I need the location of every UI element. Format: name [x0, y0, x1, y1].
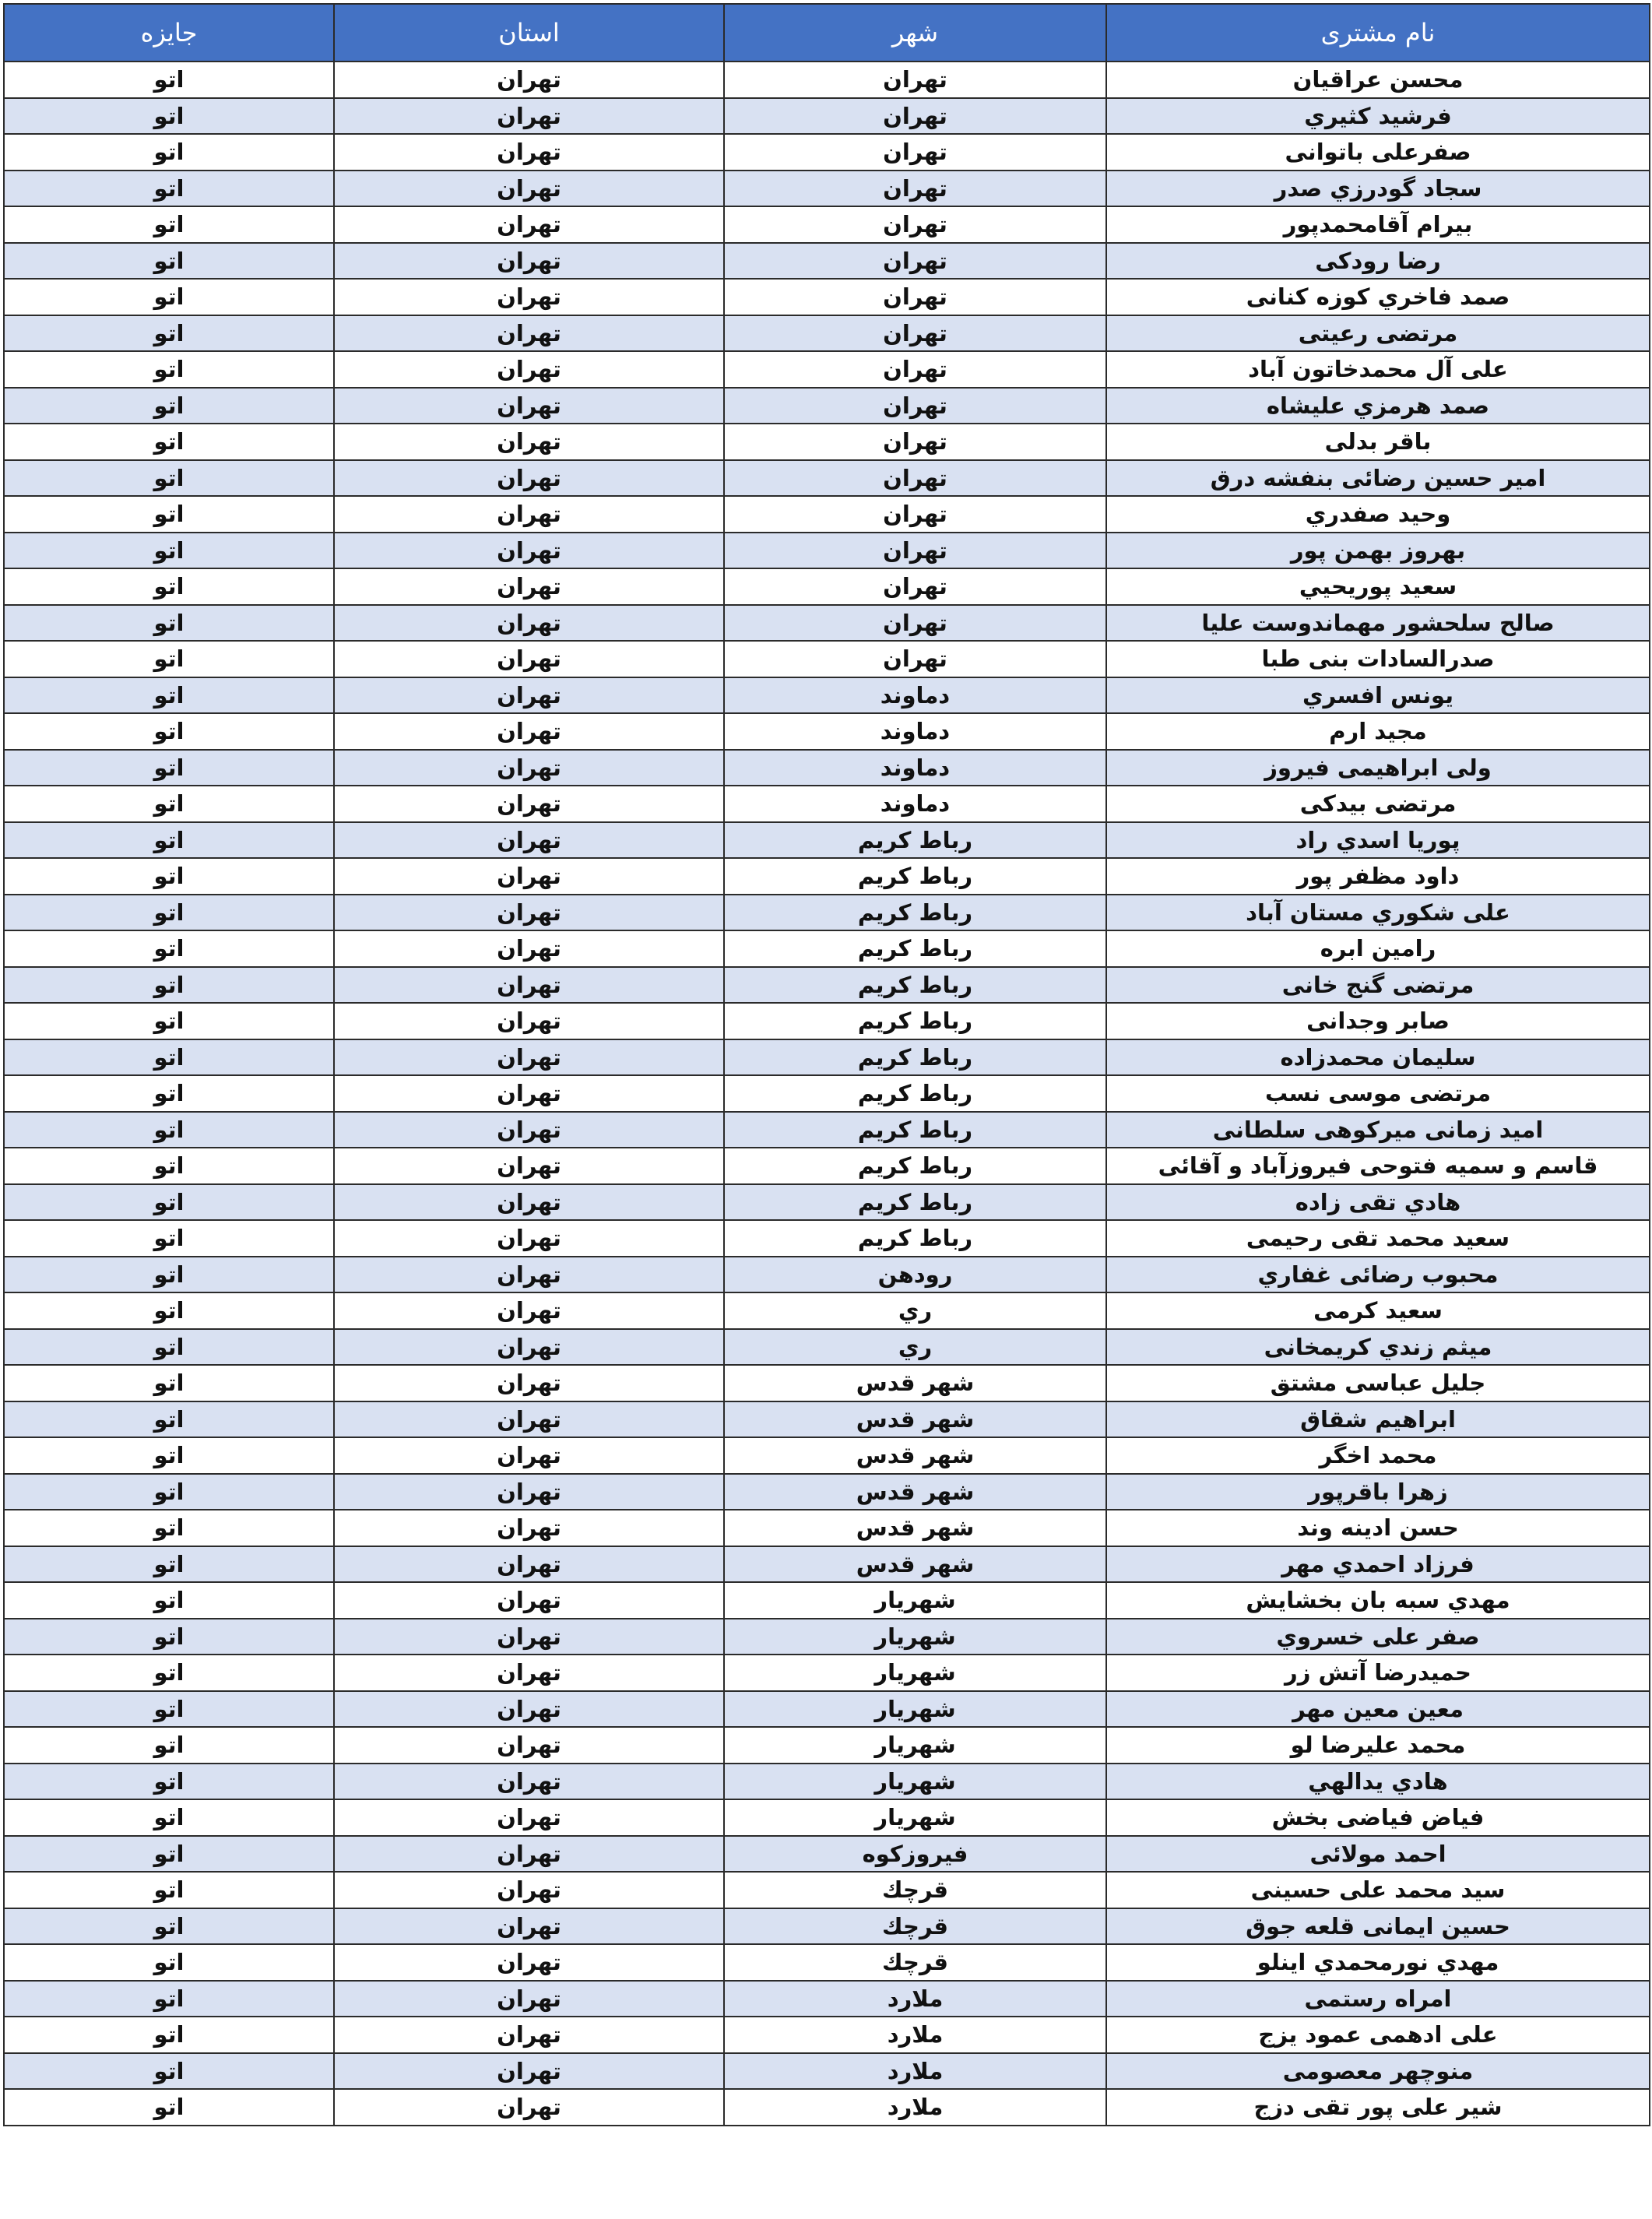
table-row	[4, 1691, 1650, 1728]
cell-city[interactable]: شهريار	[724, 1691, 1106, 1728]
cell-province[interactable]: تهران	[334, 1546, 724, 1583]
cell-city[interactable]: تهران	[724, 171, 1106, 207]
cell-province[interactable]: تهران	[334, 2053, 724, 2090]
cell-prize[interactable]: اتو	[4, 460, 334, 497]
table-row	[4, 315, 1650, 352]
cell-province[interactable]: تهران	[334, 641, 724, 677]
cell-prize[interactable]: اتو	[4, 2017, 334, 2053]
cell-city[interactable]: شهر قدس	[724, 1474, 1106, 1510]
column-header-province[interactable]: استان	[334, 4, 724, 62]
cell-province[interactable]: تهران	[334, 1220, 724, 1257]
table-row	[4, 1257, 1650, 1293]
cell-province[interactable]: تهران	[334, 315, 724, 352]
cell-customer-name[interactable]: سعید محمد تقی رحیمی	[1106, 1220, 1650, 1257]
cell-customer-name[interactable]: مرتضی رعیتی	[1106, 315, 1650, 352]
cell-province[interactable]: تهران	[334, 895, 724, 931]
cell-prize[interactable]: اتو	[4, 568, 334, 605]
cell-province[interactable]: تهران	[334, 388, 724, 424]
cell-city[interactable]: تهران	[724, 605, 1106, 642]
cell-city[interactable]: تهران	[724, 388, 1106, 424]
table-row	[4, 1329, 1650, 1366]
table-row	[4, 568, 1650, 605]
cell-customer-name[interactable]: شير علی پور تقی دزج	[1106, 2089, 1650, 2126]
cell-province[interactable]: تهران	[334, 1908, 724, 1945]
cell-customer-name[interactable]: صمد هرمزي عليشاه	[1106, 388, 1650, 424]
cell-city[interactable]: شهريار	[724, 1764, 1106, 1800]
cell-prize[interactable]: اتو	[4, 1329, 334, 1366]
cell-city[interactable]: رباط کریم	[724, 1148, 1106, 1184]
cell-city[interactable]: شهر قدس	[724, 1546, 1106, 1583]
cell-city[interactable]: رباط کریم	[724, 1003, 1106, 1039]
cell-prize[interactable]: اتو	[4, 1003, 334, 1039]
cell-city[interactable]: شهريار	[724, 1799, 1106, 1836]
cell-city[interactable]: تهران	[724, 568, 1106, 605]
cell-city[interactable]: تهران	[724, 351, 1106, 388]
cell-customer-name[interactable]: سيد محمد علی حسينی	[1106, 1872, 1650, 1908]
cell-city[interactable]: تهران	[724, 206, 1106, 243]
table-row	[4, 1872, 1650, 1908]
cell-customer-name[interactable]: صدرالسادات بنی طبا	[1106, 641, 1650, 677]
cell-customer-name[interactable]: داود مظفر پور	[1106, 858, 1650, 895]
table-row	[4, 1764, 1650, 1800]
cell-province[interactable]: تهران	[334, 786, 724, 822]
table-row	[4, 1292, 1650, 1329]
cell-province[interactable]: تهران	[334, 605, 724, 642]
cell-province[interactable]: تهران	[334, 750, 724, 786]
cell-customer-name[interactable]: احمد مولائی	[1106, 1836, 1650, 1873]
cell-customer-name[interactable]: بيرام آقامحمدپور	[1106, 206, 1650, 243]
column-header-name[interactable]: نام مشتری	[1106, 4, 1650, 62]
cell-customer-name[interactable]: حسن ادينه وند	[1106, 1510, 1650, 1546]
cell-province[interactable]: تهران	[334, 1655, 724, 1691]
cell-prize[interactable]: اتو	[4, 2053, 334, 2090]
table-row	[4, 496, 1650, 533]
cell-city[interactable]: شهر قدس	[724, 1437, 1106, 1474]
cell-customer-name[interactable]: سجاد گودرزي صدر	[1106, 171, 1650, 207]
table-row	[4, 1546, 1650, 1583]
cell-city[interactable]: تهران	[724, 62, 1106, 98]
cell-customer-name[interactable]: حسين ايمانی قلعه جوق	[1106, 1908, 1650, 1945]
table-row	[4, 605, 1650, 642]
cell-city[interactable]: تهران	[724, 279, 1106, 315]
cell-province[interactable]: تهران	[334, 1764, 724, 1800]
table-row	[4, 1112, 1650, 1148]
cell-customer-name[interactable]: سعيد كرمی	[1106, 1292, 1650, 1329]
cell-province[interactable]: تهران	[334, 1112, 724, 1148]
cell-prize[interactable]: اتو	[4, 533, 334, 569]
cell-prize[interactable]: اتو	[4, 388, 334, 424]
cell-customer-name[interactable]: محسن عراقيان	[1106, 62, 1650, 98]
cell-prize[interactable]: اتو	[4, 171, 334, 207]
cell-customer-name[interactable]: فرزاد احمدي مهر	[1106, 1546, 1650, 1583]
cell-prize[interactable]: اتو	[4, 1908, 334, 1945]
cell-prize[interactable]: اتو	[4, 1619, 334, 1655]
cell-city[interactable]: رباط کریم	[724, 1184, 1106, 1221]
cell-customer-name[interactable]: صفرعلی باتوانی	[1106, 134, 1650, 171]
cell-customer-name[interactable]: پوريا اسدي راد	[1106, 822, 1650, 859]
cell-customer-name[interactable]: محبوب رضائی غفاري	[1106, 1257, 1650, 1293]
cell-province[interactable]: تهران	[334, 677, 724, 714]
cell-city[interactable]: رباط کریم	[724, 858, 1106, 895]
cell-province[interactable]: تهران	[334, 279, 724, 315]
cell-prize[interactable]: اتو	[4, 134, 334, 171]
cell-prize[interactable]: اتو	[4, 786, 334, 822]
cell-city[interactable]: تهران	[724, 134, 1106, 171]
table-row	[4, 533, 1650, 569]
cell-city[interactable]: قرچك	[724, 1872, 1106, 1908]
cell-prize[interactable]: اتو	[4, 424, 334, 460]
table-row	[4, 2017, 1650, 2053]
cell-province[interactable]: تهران	[334, 1292, 724, 1329]
cell-province[interactable]: تهران	[334, 1365, 724, 1401]
cell-city[interactable]: شهر قدس	[724, 1401, 1106, 1438]
cell-city[interactable]: رباط کریم	[724, 967, 1106, 1004]
cell-city[interactable]: تهران	[724, 243, 1106, 280]
table-row	[4, 1799, 1650, 1836]
cell-customer-name[interactable]: منوچهر معصومی	[1106, 2053, 1650, 2090]
cell-customer-name[interactable]: صمد فاخري كوزه كنانی	[1106, 279, 1650, 315]
cell-prize[interactable]: اتو	[4, 1148, 334, 1184]
cell-city[interactable]: شهر قدس	[724, 1510, 1106, 1546]
table-row	[4, 279, 1650, 315]
cell-prize[interactable]: اتو	[4, 1292, 334, 1329]
table-row	[4, 677, 1650, 714]
cell-customer-name[interactable]: زهرا باقرپور	[1106, 1474, 1650, 1510]
cell-province[interactable]: تهران	[334, 1437, 724, 1474]
table-row	[4, 858, 1650, 895]
cell-prize[interactable]: اتو	[4, 62, 334, 98]
cell-customer-name[interactable]: هادي يدالهي	[1106, 1764, 1650, 1800]
table-row	[4, 1184, 1650, 1221]
column-header-city[interactable]: شهر	[724, 4, 1106, 62]
cell-customer-name[interactable]: علی شكوري مستان آباد	[1106, 895, 1650, 931]
table-row	[4, 460, 1650, 497]
cell-city[interactable]: رباط کریم	[724, 1039, 1106, 1076]
cell-province[interactable]: تهران	[334, 1184, 724, 1221]
cell-prize[interactable]: اتو	[4, 98, 334, 135]
cell-province[interactable]: تهران	[334, 1401, 724, 1438]
table-row	[4, 62, 1650, 98]
cell-prize[interactable]: اتو	[4, 1474, 334, 1510]
table-row	[4, 1510, 1650, 1546]
table-row	[4, 243, 1650, 280]
table-row	[4, 1727, 1650, 1764]
cell-prize[interactable]: اتو	[4, 496, 334, 533]
cell-prize[interactable]: اتو	[4, 1112, 334, 1148]
cell-province[interactable]: تهران	[334, 822, 724, 859]
cell-city[interactable]: ري	[724, 1329, 1106, 1366]
cell-city[interactable]: ملارد	[724, 2089, 1106, 2126]
cell-province[interactable]: تهران	[334, 1727, 724, 1764]
table-row	[4, 351, 1650, 388]
cell-customer-name[interactable]: معين معين مهر	[1106, 1691, 1650, 1728]
table-row	[4, 967, 1650, 1004]
cell-province[interactable]: تهران	[334, 1872, 724, 1908]
cell-city[interactable]: تهران	[724, 315, 1106, 352]
cell-province[interactable]: تهران	[334, 98, 724, 135]
cell-province[interactable]: تهران	[334, 568, 724, 605]
cell-province[interactable]: تهران	[334, 713, 724, 750]
cell-province[interactable]: تهران	[334, 1075, 724, 1112]
cell-prize[interactable]: اتو	[4, 858, 334, 895]
cell-customer-name[interactable]: امیر حسین رضائی بنفشه درق	[1106, 460, 1650, 497]
cell-prize[interactable]: اتو	[4, 2089, 334, 2126]
cell-province[interactable]: تهران	[334, 171, 724, 207]
cell-customer-name[interactable]: سعيد پوريحيي	[1106, 568, 1650, 605]
table-row	[4, 1003, 1650, 1039]
cell-province[interactable]: تهران	[334, 460, 724, 497]
cell-customer-name[interactable]: فرشيد كثيري	[1106, 98, 1650, 135]
cell-customer-name[interactable]: مهدي نورمحمدي اينلو	[1106, 1944, 1650, 1981]
cell-prize[interactable]: اتو	[4, 1872, 334, 1908]
cell-province[interactable]: تهران	[334, 2089, 724, 2126]
winners-table	[3, 3, 1650, 2126]
cell-city[interactable]: تهران	[724, 424, 1106, 460]
cell-prize[interactable]: اتو	[4, 1981, 334, 2017]
cell-customer-name[interactable]: رضا رودکی	[1106, 243, 1650, 280]
cell-customer-name[interactable]: محمد اخگر	[1106, 1437, 1650, 1474]
cell-customer-name[interactable]: صالح سلحشور مهماندوست عليا	[1106, 605, 1650, 642]
cell-prize[interactable]: اتو	[4, 1944, 334, 1981]
cell-city[interactable]: تهران	[724, 641, 1106, 677]
cell-prize[interactable]: اتو	[4, 1582, 334, 1619]
cell-province[interactable]: تهران	[334, 1944, 724, 1981]
table-row	[4, 171, 1650, 207]
cell-prize[interactable]: اتو	[4, 1836, 334, 1873]
cell-province[interactable]: تهران	[334, 134, 724, 171]
table-row	[4, 1836, 1650, 1873]
cell-prize[interactable]: اتو	[4, 1184, 334, 1221]
table-row	[4, 1075, 1650, 1112]
table-header	[4, 4, 1650, 62]
cell-prize[interactable]: اتو	[4, 930, 334, 967]
cell-prize[interactable]: اتو	[4, 1655, 334, 1691]
table-row	[4, 1908, 1650, 1945]
cell-customer-name[interactable]: امراه رستمی	[1106, 1981, 1650, 2017]
cell-prize[interactable]: اتو	[4, 750, 334, 786]
cell-prize[interactable]: اتو	[4, 822, 334, 859]
cell-province[interactable]: تهران	[334, 206, 724, 243]
cell-customer-name[interactable]: ولی ابراهيمی فيروز	[1106, 750, 1650, 786]
cell-prize[interactable]: اتو	[4, 351, 334, 388]
cell-city[interactable]: تهران	[724, 460, 1106, 497]
table-row	[4, 1582, 1650, 1619]
cell-prize[interactable]: اتو	[4, 895, 334, 931]
table-body	[4, 62, 1650, 2126]
table-row	[4, 822, 1650, 859]
cell-prize[interactable]: اتو	[4, 206, 334, 243]
cell-city[interactable]: رباط کریم	[724, 1112, 1106, 1148]
cell-prize[interactable]: اتو	[4, 1075, 334, 1112]
cell-customer-name[interactable]: مرتضی موسی نسب	[1106, 1075, 1650, 1112]
table-row	[4, 2089, 1650, 2126]
table-row	[4, 930, 1650, 967]
cell-province[interactable]: تهران	[334, 967, 724, 1004]
cell-city[interactable]: ري	[724, 1292, 1106, 1329]
cell-customer-name[interactable]: محمد عليرضا لو	[1106, 1727, 1650, 1764]
cell-prize[interactable]: اتو	[4, 1727, 334, 1764]
table-row	[4, 1655, 1650, 1691]
cell-customer-name[interactable]: بهروز بهمن پور	[1106, 533, 1650, 569]
cell-customer-name[interactable]: مرتضی بیدکی	[1106, 786, 1650, 822]
cell-prize[interactable]: اتو	[4, 1220, 334, 1257]
cell-prize[interactable]: اتو	[4, 1546, 334, 1583]
cell-city[interactable]: دماوند	[724, 713, 1106, 750]
cell-province[interactable]: تهران	[334, 1582, 724, 1619]
table-row	[4, 786, 1650, 822]
cell-prize[interactable]: اتو	[4, 243, 334, 280]
cell-customer-name[interactable]: حميدرضا آتش زر	[1106, 1655, 1650, 1691]
cell-city[interactable]: تهران	[724, 98, 1106, 135]
cell-customer-name[interactable]: اميد زمانی ميركوهی سلطانی	[1106, 1112, 1650, 1148]
table-row	[4, 1365, 1650, 1401]
cell-city[interactable]: رباط کریم	[724, 1220, 1106, 1257]
cell-province[interactable]: تهران	[334, 1981, 724, 2017]
table-row	[4, 2053, 1650, 2090]
cell-customer-name[interactable]: هادي تقی زاده	[1106, 1184, 1650, 1221]
table-row	[4, 98, 1650, 135]
cell-city[interactable]: فيروزكوه	[724, 1836, 1106, 1873]
table-row	[4, 1148, 1650, 1184]
cell-prize[interactable]: اتو	[4, 1365, 334, 1401]
cell-city[interactable]: رودهن	[724, 1257, 1106, 1293]
cell-city[interactable]: تهران	[724, 533, 1106, 569]
cell-prize[interactable]: اتو	[4, 677, 334, 714]
table-row	[4, 424, 1650, 460]
cell-customer-name[interactable]: وحيد صفدري	[1106, 496, 1650, 533]
cell-province[interactable]: تهران	[334, 1039, 724, 1076]
cell-prize[interactable]: اتو	[4, 315, 334, 352]
cell-prize[interactable]: اتو	[4, 1257, 334, 1293]
cell-city[interactable]: قرچك	[724, 1944, 1106, 1981]
cell-province[interactable]: تهران	[334, 1257, 724, 1293]
cell-province[interactable]: تهران	[334, 1619, 724, 1655]
cell-customer-name[interactable]: يونس افسري	[1106, 677, 1650, 714]
cell-city[interactable]: رباط کریم	[724, 1075, 1106, 1112]
cell-city[interactable]: رباط کریم	[724, 822, 1106, 859]
cell-city[interactable]: قرچك	[724, 1908, 1106, 1945]
cell-province[interactable]: تهران	[334, 496, 724, 533]
cell-city[interactable]: شهريار	[724, 1655, 1106, 1691]
table-row	[4, 641, 1650, 677]
table-row	[4, 1981, 1650, 2017]
cell-prize[interactable]: اتو	[4, 1691, 334, 1728]
column-header-prize[interactable]: جایزه	[4, 4, 334, 62]
cell-city[interactable]: شهريار	[724, 1582, 1106, 1619]
cell-customer-name[interactable]: صابر وجدانی	[1106, 1003, 1650, 1039]
table-row	[4, 206, 1650, 243]
cell-city[interactable]: شهر قدس	[724, 1365, 1106, 1401]
cell-prize[interactable]: اتو	[4, 713, 334, 750]
cell-customer-name[interactable]: فياض فياضی بخش	[1106, 1799, 1650, 1836]
cell-prize[interactable]: اتو	[4, 641, 334, 677]
table-row	[4, 1220, 1650, 1257]
cell-customer-name[interactable]: سليمان محمدزاده	[1106, 1039, 1650, 1076]
cell-customer-name[interactable]: قاسم و سمیه فتوحی فیروزآباد و آقائی	[1106, 1148, 1650, 1184]
cell-province[interactable]: تهران	[334, 858, 724, 895]
cell-province[interactable]: تهران	[334, 1836, 724, 1873]
table-row	[4, 1437, 1650, 1474]
cell-city[interactable]: رباط کریم	[724, 895, 1106, 931]
cell-customer-name[interactable]: رامين ابره	[1106, 930, 1650, 967]
cell-province[interactable]: تهران	[334, 424, 724, 460]
cell-customer-name[interactable]: علی آل محمدخاتون آباد	[1106, 351, 1650, 388]
cell-customer-name[interactable]: مرتضی گنج خانی	[1106, 967, 1650, 1004]
cell-prize[interactable]: اتو	[4, 279, 334, 315]
cell-prize[interactable]: اتو	[4, 967, 334, 1004]
table-row	[4, 713, 1650, 750]
cell-prize[interactable]: اتو	[4, 605, 334, 642]
cell-prize[interactable]: اتو	[4, 1039, 334, 1076]
cell-city[interactable]: دماوند	[724, 750, 1106, 786]
cell-customer-name[interactable]: ميثم زندي كريمخانی	[1106, 1329, 1650, 1366]
cell-customer-name[interactable]: مجيد ارم	[1106, 713, 1650, 750]
table-row	[4, 895, 1650, 931]
cell-customer-name[interactable]: علی ادهمی عمود يزج	[1106, 2017, 1650, 2053]
cell-city[interactable]: دماوند	[724, 786, 1106, 822]
cell-city[interactable]: ملارد	[724, 2017, 1106, 2053]
cell-city[interactable]: شهريار	[724, 1727, 1106, 1764]
table-row	[4, 134, 1650, 171]
cell-province[interactable]: تهران	[334, 533, 724, 569]
cell-province[interactable]: تهران	[334, 1329, 724, 1366]
cell-prize[interactable]: اتو	[4, 1401, 334, 1438]
cell-customer-name[interactable]: باقر بدلی	[1106, 424, 1650, 460]
cell-province[interactable]: تهران	[334, 351, 724, 388]
table-row	[4, 1401, 1650, 1438]
cell-city[interactable]: تهران	[724, 496, 1106, 533]
cell-province[interactable]: تهران	[334, 930, 724, 967]
cell-province[interactable]: تهران	[334, 1510, 724, 1546]
cell-city[interactable]: رباط کریم	[724, 930, 1106, 967]
cell-city[interactable]: ملارد	[724, 2053, 1106, 2090]
cell-customer-name[interactable]: جليل عباسی مشتق	[1106, 1365, 1650, 1401]
cell-province[interactable]: تهران	[334, 1148, 724, 1184]
cell-city[interactable]: شهريار	[724, 1619, 1106, 1655]
cell-prize[interactable]: اتو	[4, 1437, 334, 1474]
cell-prize[interactable]: اتو	[4, 1510, 334, 1546]
header-row	[4, 4, 1650, 62]
cell-customer-name[interactable]: ابراهيم شقاق	[1106, 1401, 1650, 1438]
cell-prize[interactable]: اتو	[4, 1799, 334, 1836]
cell-province[interactable]: تهران	[334, 1474, 724, 1510]
cell-province[interactable]: تهران	[334, 62, 724, 98]
cell-customer-name[interactable]: مهدي سبه بان بخشايش	[1106, 1582, 1650, 1619]
cell-customer-name[interactable]: صفر علی خسروي	[1106, 1619, 1650, 1655]
table-row	[4, 1619, 1650, 1655]
table-row	[4, 750, 1650, 786]
cell-city[interactable]: ملارد	[724, 1981, 1106, 2017]
cell-province[interactable]: تهران	[334, 1799, 724, 1836]
table-row	[4, 1039, 1650, 1076]
table-row	[4, 1474, 1650, 1510]
table-row	[4, 1944, 1650, 1981]
cell-prize[interactable]: اتو	[4, 1764, 334, 1800]
table-row	[4, 388, 1650, 424]
cell-province[interactable]: تهران	[334, 2017, 724, 2053]
cell-province[interactable]: تهران	[334, 243, 724, 280]
cell-province[interactable]: تهران	[334, 1691, 724, 1728]
cell-city[interactable]: دماوند	[724, 677, 1106, 714]
cell-province[interactable]: تهران	[334, 1003, 724, 1039]
